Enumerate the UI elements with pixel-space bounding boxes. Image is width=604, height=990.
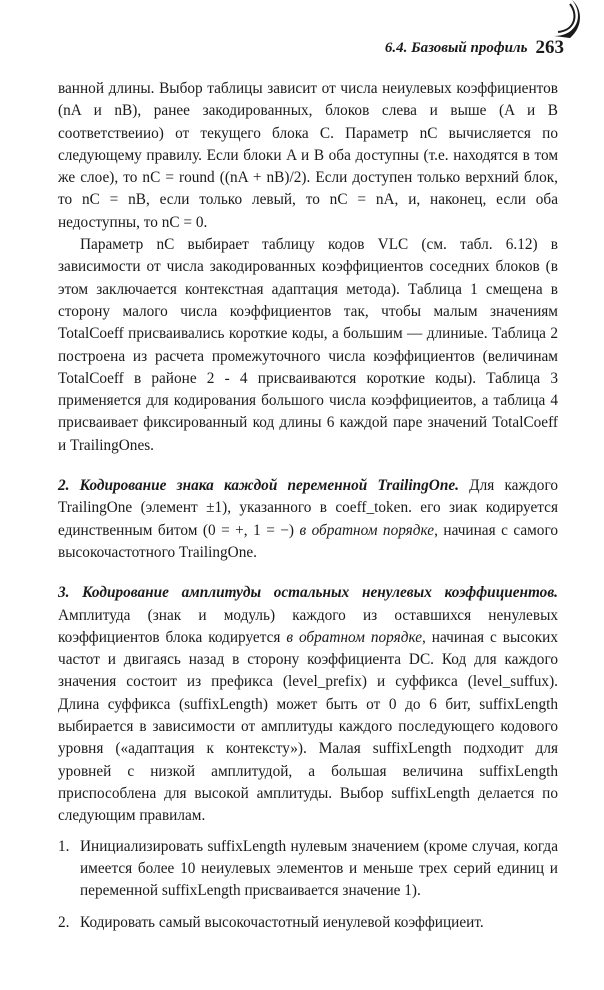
section-title: 6.4. Базовый профиль [384,39,528,56]
item-3-paragraph [58,582,558,827]
item-3-text-a: Амплитуда (знак и модуль) каждого из оставшихся ненулевых коэффициентов блока кодируется [58,606,558,646]
item-2-text-a: Для каждого TrailingOne (элемент ±1), указанного в coeff_token. его зиак кодируется единственным битом (0 = +, 1 = −) [58,477,558,539]
page-corner-swirl-icon [548,0,588,42]
list-item [58,836,558,903]
page-number: 263 [535,37,564,58]
item-2-paragraph [58,475,558,564]
list-item-number: 2. [58,914,70,932]
item-2-run-in: 2. Кодирование знака каждой переменной TrailingOne. [58,477,459,495]
paragraph-1: ванной длины. Выбор таблицы зависит от числа неиулевых коэффициентов (nA и nB), ранее закодированных, блоков слева и выше (A и B соответствеиио) от текущего блока C. Параметр nC вычисляется по следующему правилу. Если блоки A и B оба доступны (т.е. находятся в том же слое), то nC = round ((nA + nB)/2). Если доступен только верхний блок, то nC = nB, если только левый, то nC = nA, и, наконец, если оба недоступны, то nC = 0. [58,80,558,231]
item-3-run-in: 3. Кодирование амплитуды остальных ненулевых коэффициентов. [58,584,558,602]
book-page [58,0,564,990]
list-item-text: Кодировать самый высокочастотный иенулевой коэффициеит. [80,914,484,932]
running-header [385,28,564,68]
list-item-text: Инициализировать suffixLength нулевым значением (кроме случая, когда имеется более 10 неиулевых элементов и меньше трех серий единиц и переменной suffixLength присваивается значение 1). [80,837,558,900]
item-3-text-b: , начиная с высоких частот и двигаясь назад в сторону коэффициента DC. Код для каждого значения состоит из префикса (level_prefix) и суффикса (level_suffux). Длина суффикса (suffixLength) может быть от 0 до 6 бит, suffixLength выбирается в зависимости от амплитуды каждого последующего кодового уровня («адаптация к контексту»). Малая suffixLength подходит для уровней с низкой амплитудой, а большая величина suffixLength приспособлена для высокой амплитуды. Выбор suffixLength делается по следующим правилам. [58,628,558,825]
item-2-text-b: , начиная с самого высокочастотного TrailingOne. [58,521,558,561]
item-3-emphasis: в обратном порядке [286,628,423,646]
list-item [58,912,558,934]
rules-list [58,836,558,935]
list-item-number: 1. [58,837,70,855]
paragraph-2: Параметр nC выбирает таблицу кодов VLC (см. табл. 6.12) в зависимости от числа закодированных коэффициентов соседних блоков (в этом заключается контекстная адаптация метода). Таблица 1 смещена в сторону малого числа коэффициентов так, чтобы малым значениям TotalCoeff присваивались короткие коды, а большим — длиниые. Таблица 2 построена из расчета промежуточного числа коэффициентов (величинам TotalCoeff в районе 2 - 4 присваиваются короткие коды). Таблица 3 применяется для кодирования большого числа коэффициеитов, а таблица 4 присваивает фиксированный код длины 6 каждой паре значений TotalCoeff и TrailingOnes. [58,236,558,454]
page-body [58,78,558,945]
item-2-emphasis: в обратном порядке [299,521,435,539]
